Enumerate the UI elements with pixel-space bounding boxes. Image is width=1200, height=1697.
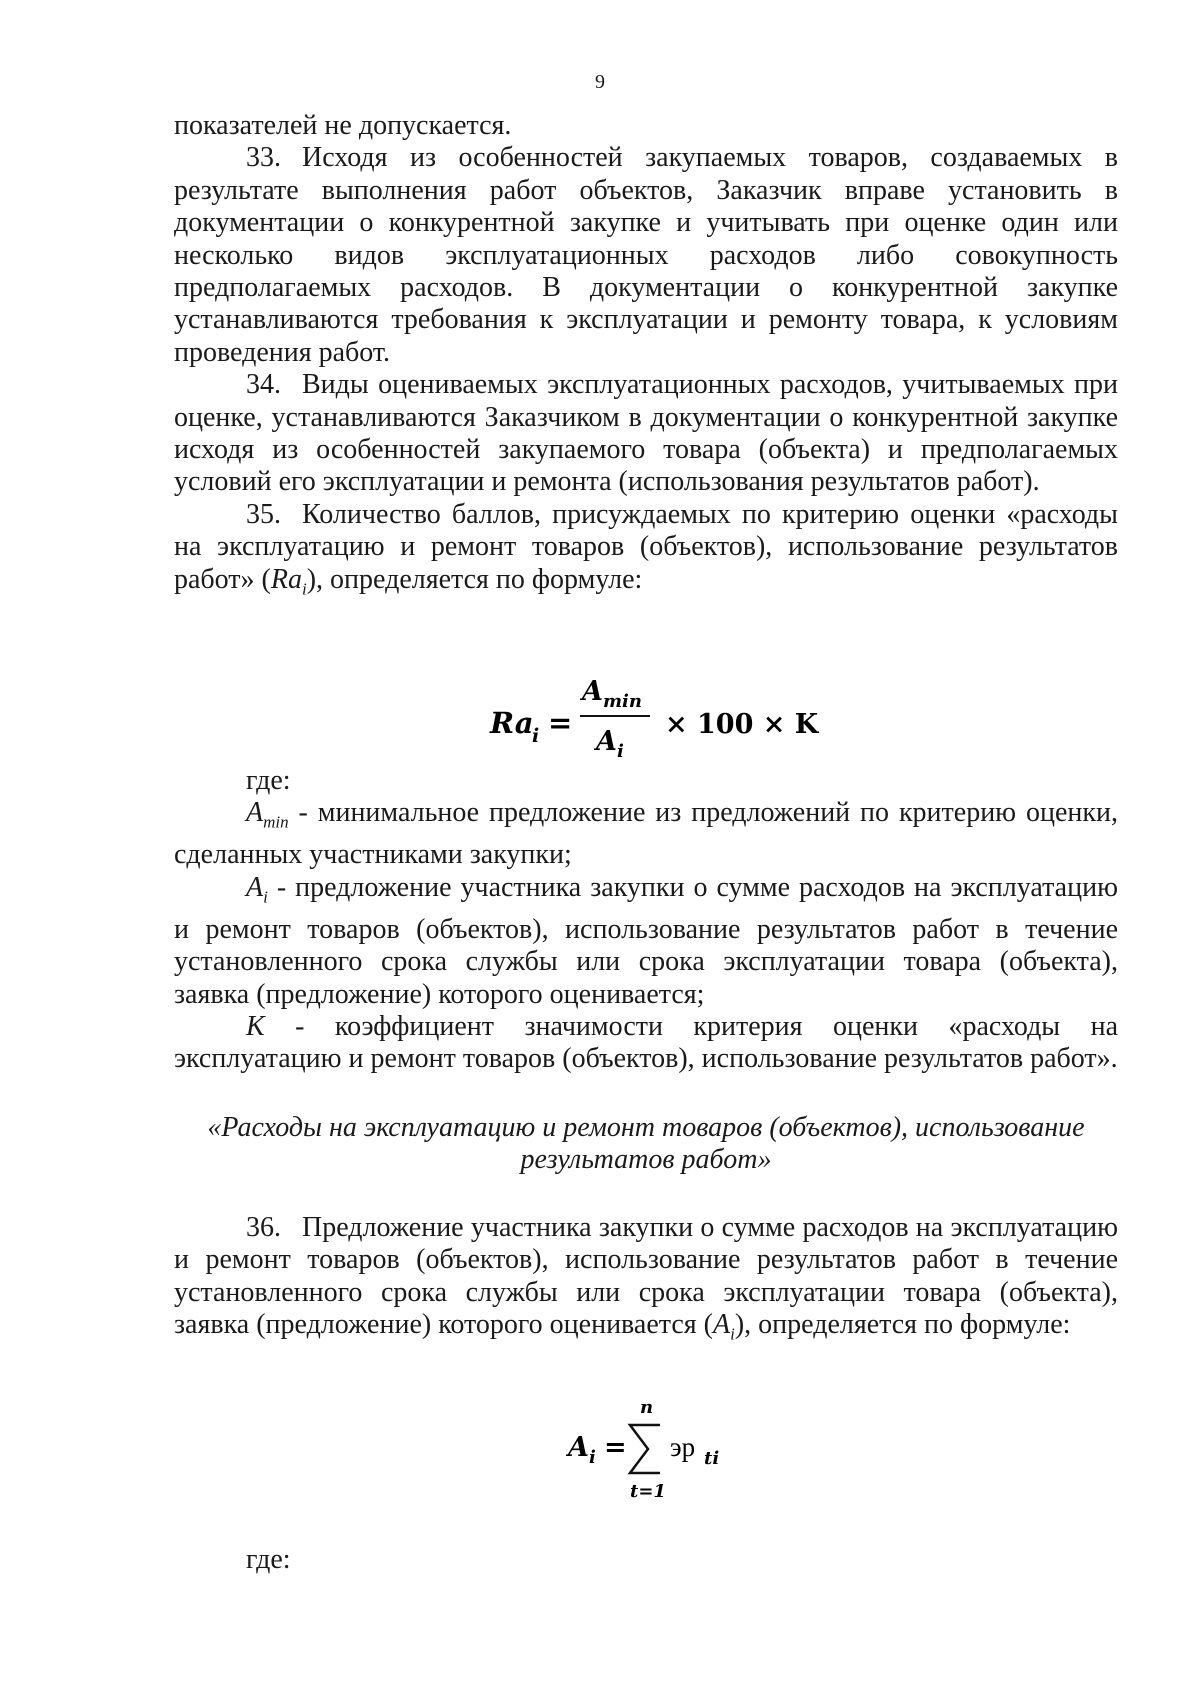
section-heading-line: «Расходы на эксплуатацию и ремонт товаров (объектов), использование <box>207 1112 1085 1143</box>
definition-text: - минимальное предложение из предложений по критерию оценки, сделанных участниками закупки; <box>174 797 1118 871</box>
formula-lhs: Ra <box>490 706 534 740</box>
text-block-4 <box>174 1544 1118 1576</box>
formula-denominator-subscript: i <box>617 741 624 758</box>
where-label: где: <box>246 1544 291 1575</box>
paragraph-number: 35. <box>246 498 281 530</box>
paragraph-33 <box>174 142 1118 369</box>
definition-k <box>174 1011 1118 1076</box>
text-block-2 <box>174 765 1118 1076</box>
inline-subscript: i <box>301 579 307 599</box>
paragraph-text: Исходя из особенностей закупаемых товаров, создаваемых в результате выполнения работ объектов, Заказчик вправе установить в документации о конкурентной закупке и учитывать при оценке один или несколько видов эксплуатационных расходов либо совокупность предполагаемых расходов. В документации о конкурентной закупке устанавливаются требования к эксплуатации и ремонту товара, к условиям проведения работ. <box>174 142 1118 368</box>
formula-multiplier: × 100 × K <box>665 709 819 740</box>
paragraph-number: 33. <box>246 142 281 174</box>
inline-variable: K <box>246 1011 265 1043</box>
formula-numerator: A <box>582 676 603 707</box>
section-heading <box>174 1112 1118 1177</box>
definition-text: - коэффициент значимости критерия оценки «расходы на эксплуатацию и ремонт товаров (объектов), использование результатов работ». <box>174 1011 1118 1075</box>
section-heading-line: результатов работ» <box>520 1144 772 1176</box>
paragraph-text: Виды оцениваемых эксплуатационных расходов, учитываемых при оценке, устанавливаются Заказчиком в документации о конкурентной закупке исходя из особенностей закупаемого товара (объекта) и предполагаемых условий его эксплуатации и ремонта (использования результатов работ). <box>174 369 1118 498</box>
page-number: 9 <box>595 71 605 93</box>
paragraph-text: ), определяется по формуле: <box>306 563 643 595</box>
paragraph-text: Количество баллов, присуждаемых по критерию оценки «расходы на эксплуатацию и ремонт товаров (объектов), использование результатов работ» ( <box>174 498 1118 595</box>
formula-denominator: A <box>596 726 617 757</box>
paragraph-35 <box>174 499 1118 606</box>
sum-lower-limit: t=1 <box>630 1481 666 1502</box>
text-block-3 <box>174 1212 1118 1351</box>
where-label: где: <box>246 765 291 796</box>
sum-upper-limit: n <box>640 1397 654 1418</box>
paragraph-continuation: показателей не допускается. <box>174 110 512 141</box>
definition-text: - предложение участника закупки о сумме расходов на эксплуатацию и ремонт товаров (объектов), использование результатов работ в течение установленного срока службы или срока эксплуатации товара (объекта), заявка (предложение) которого оценивается; <box>174 871 1118 1010</box>
inline-subscript: i <box>263 887 268 907</box>
formula-equals: = <box>604 1432 627 1463</box>
paragraph-number: 34. <box>246 369 281 401</box>
sigma-icon <box>630 1425 660 1473</box>
text-block-1 <box>174 110 1118 606</box>
definition-amin <box>174 797 1118 871</box>
paragraph-36 <box>174 1212 1118 1351</box>
formula-lhs: A <box>568 1432 589 1463</box>
formula-lhs-subscript: i <box>532 725 540 747</box>
inline-subscript: min <box>263 813 289 832</box>
formula-term: эр <box>670 1432 696 1462</box>
formula-equals: = <box>548 706 573 740</box>
paragraph-number: 36. <box>246 1212 281 1243</box>
formula-rai <box>0 668 1200 758</box>
formula-term-subscript: ti <box>704 1448 720 1469</box>
inline-variable: A <box>712 1309 731 1341</box>
formula-ai-sum <box>0 1395 1200 1505</box>
inline-subscript: i <box>730 1324 735 1344</box>
inline-variable: A <box>246 871 264 903</box>
definition-ai <box>174 872 1118 1011</box>
formula-numerator-subscript: min <box>603 691 642 712</box>
formula-lhs-subscript: i <box>589 1447 596 1468</box>
inline-variable: A <box>246 797 264 829</box>
paragraph-text: Предложение участника закупки о сумме расходов на эксплуатацию и ремонт товаров (объектов), использование результатов работ в течение установленного срока службы или срока эксплуатации товара (объекта), заявка (предложение) которого оценивается ( <box>174 1212 1118 1341</box>
paragraph-text: ), определяется по формуле: <box>734 1309 1071 1341</box>
inline-variable: Ra <box>270 563 302 595</box>
paragraph-34 <box>174 369 1118 499</box>
